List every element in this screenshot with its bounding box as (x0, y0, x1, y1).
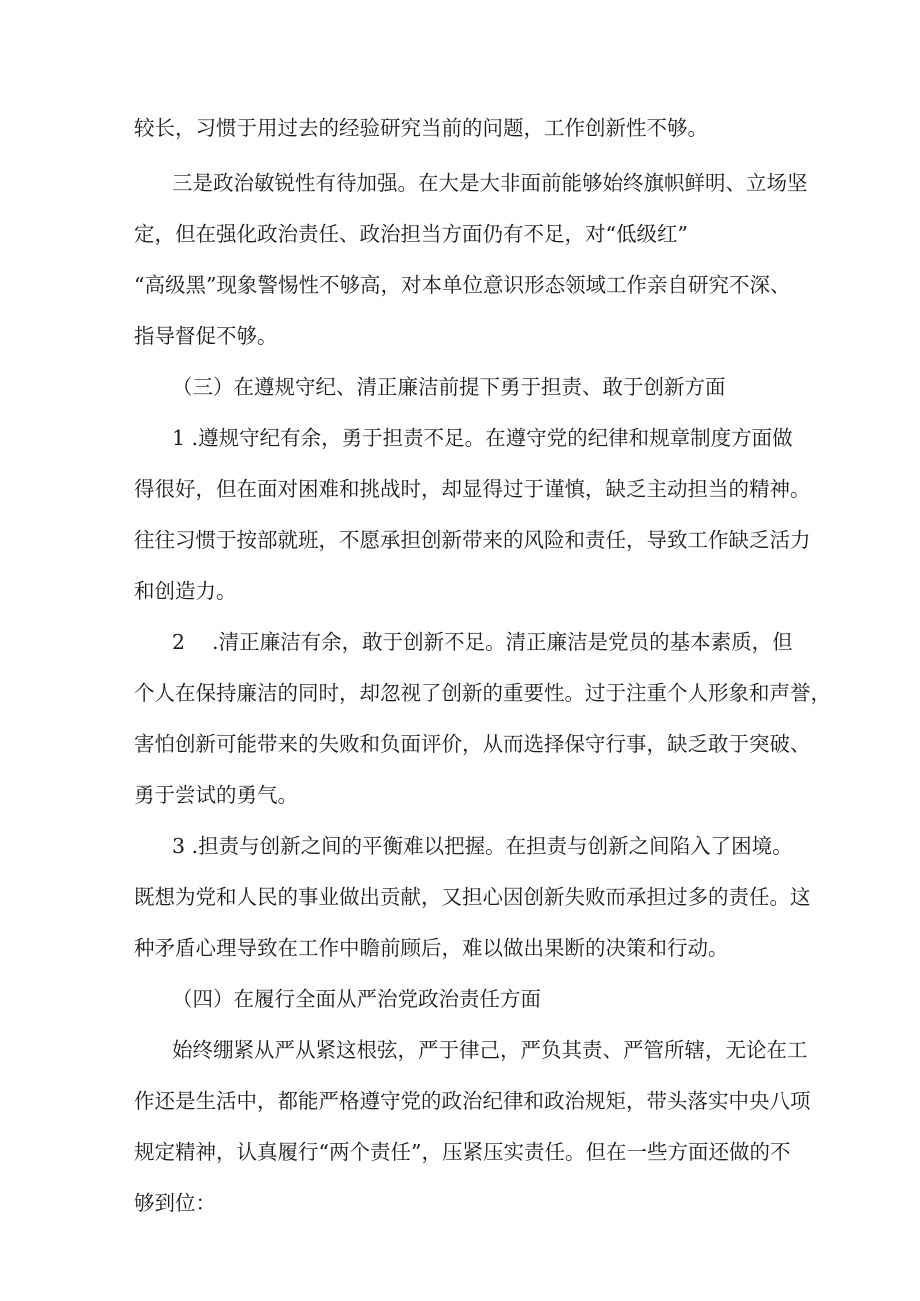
text-line-22: 够到位： (134, 1191, 216, 1215)
text-line-12: 个人在保持廉洁的同时，却忽视了创新的重要性。过于注重个人形象和声誉， (134, 681, 831, 705)
text-line-3: 定，但在强化政治责任、政治担当方面仍有不足，对“低级红” (134, 222, 688, 246)
text-line-17: 种矛盾心理导致在工作中瞻前顾后，难以做出果断的决策和行动。 (134, 936, 729, 960)
section-heading-3: （三）在遵规守纪、清正廉洁前提下勇于担责、敢于创新方面 (172, 375, 726, 399)
text-line-7: 1 .遵规守纪有余，勇于担责不足。在遵守党的纪律和规章制度方面做 (172, 426, 793, 450)
section-heading-4: （四）在履行全面从严治党政治责任方面 (172, 987, 541, 1011)
text-line-5: 指导督促不够。 (134, 324, 278, 348)
text-line-10: 和创造力。 (134, 579, 237, 603)
text-line-16: 既想为党和人民的事业做出贡献，又担心因创新失败而承担过多的责任。这 (134, 885, 811, 909)
text-line-2: 三是政治敏锐性有待加强。在大是大非面前能够始终旗帜鲜明、立场坚 (172, 171, 808, 195)
text-line-8: 得很好，但在面对困难和挑战时，却显得过于谨慎，缺乏主动担当的精神。 (134, 477, 811, 501)
text-line-9: 往往习惯于按部就班，不愿承担创新带来的风险和责任，导致工作缺乏活力 (134, 528, 811, 552)
text-line-20: 作还是生活中，都能严格遵守党的政治纪律和政治规矩，带头落实中央八项 (134, 1089, 811, 1113)
text-line-15: 3 .担责与创新之间的平衡难以把握。在担责与创新之间陷入了困境。 (172, 834, 793, 858)
text-line-14: 勇于尝试的勇气。 (134, 783, 298, 807)
text-line-19: 始终绷紧从严从紧这根弦，严于律己，严负其责、严管所辖，无论在工 (172, 1038, 808, 1062)
text-line-13: 害怕创新可能带来的失败和负面评价，从而选择保守行事，缺乏敢于突破、 (134, 732, 811, 756)
text-line-11: 2 .清正廉洁有余，敢于创新不足。清正廉洁是党员的基本素质，但 (172, 630, 793, 654)
text-line-21: 规定精神，认真履行“两个责任”，压紧压实责任。但在一些方面还做的不 (134, 1140, 791, 1164)
text-line-4: “高级黑”现象警惕性不够高，对本单位意识形态领域工作亲自研究不深、 (134, 273, 791, 297)
text-line-1: 较长，习惯于用过去的经验研究当前的问题，工作创新性不够。 (134, 116, 708, 140)
